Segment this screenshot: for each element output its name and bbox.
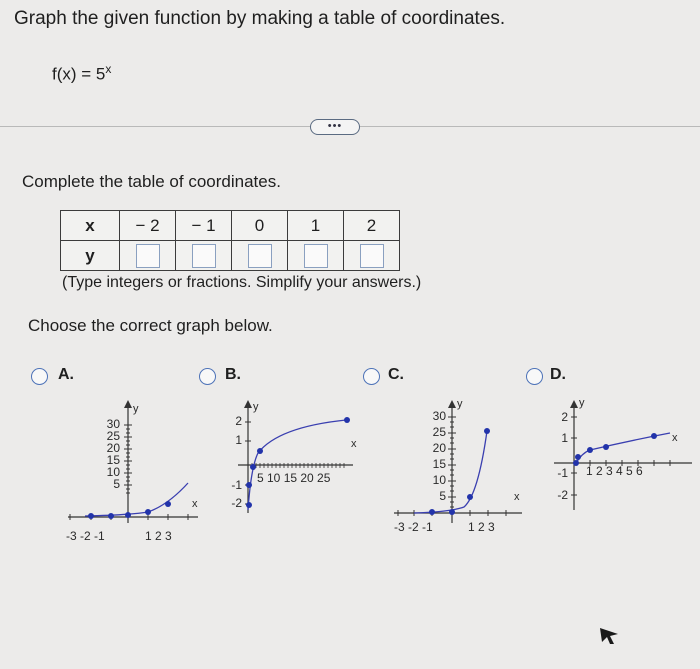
- x-tick-labels: -3 -2 -1: [394, 520, 433, 534]
- y-tick-label: -2: [231, 496, 242, 510]
- y-tick-label: -2: [557, 488, 568, 502]
- y-answer-input[interactable]: [136, 244, 160, 268]
- y-header: y: [61, 241, 120, 271]
- x-tick-labels: 1 2 3: [145, 529, 172, 543]
- y-tick-label: 25: [432, 425, 446, 439]
- option-d-graph[interactable]: [538, 395, 698, 525]
- y-tick-label: -1: [231, 478, 242, 492]
- y-tick-label: 2: [235, 414, 242, 428]
- y-tick-label: 30: [106, 417, 120, 431]
- x-value-cell: − 2: [120, 211, 176, 241]
- x-axis-label: x: [351, 438, 357, 450]
- y-tick-label: 1: [235, 433, 242, 447]
- option-c-radio[interactable]: [363, 368, 380, 385]
- y-tick-label: 5: [113, 477, 120, 491]
- y-tick-label: 1: [561, 431, 568, 445]
- y-tick-label: 15: [106, 453, 120, 467]
- x-row: [61, 211, 400, 241]
- table-instruction: Complete the table of coordinates.: [22, 172, 281, 191]
- function-expression: [52, 62, 111, 85]
- mouse-cursor-icon: [598, 626, 622, 646]
- option-b-label[interactable]: B.: [225, 366, 241, 383]
- option-b-graph[interactable]: [218, 395, 368, 525]
- y-answer-input[interactable]: [192, 244, 216, 268]
- y-row: [61, 241, 400, 271]
- option-d-label[interactable]: D.: [550, 366, 566, 383]
- x-value-cell: 2: [344, 211, 400, 241]
- x-axis-label: x: [672, 432, 678, 444]
- y-tick-label: 30: [432, 409, 446, 423]
- y-axis-label: y: [457, 398, 463, 410]
- function-base: f(x) = 5: [52, 64, 106, 84]
- question-prompt: Graph the given function by making a table of coordinates.: [14, 8, 506, 29]
- x-value-cell: 1: [288, 211, 344, 241]
- x-tick-labels: 1 2 3 4 5 6: [586, 464, 643, 478]
- x-tick-labels: -3 -2 -1: [66, 529, 105, 543]
- y-tick-label: 10: [106, 465, 120, 479]
- y-tick-label: 15: [432, 457, 446, 471]
- y-tick-label: 2: [561, 410, 568, 424]
- y-axis-label: y: [253, 401, 259, 413]
- y-tick-label: 25: [106, 429, 120, 443]
- y-answer-input[interactable]: [304, 244, 328, 268]
- x-axis-label: x: [192, 498, 198, 510]
- y-tick-label: -1: [557, 466, 568, 480]
- option-b-radio[interactable]: [199, 368, 216, 385]
- coordinates-table: [60, 210, 400, 271]
- option-c-label[interactable]: C.: [388, 366, 404, 383]
- option-c-graph[interactable]: [390, 395, 530, 545]
- x-value-cell: 0: [232, 211, 288, 241]
- expand-more-button[interactable]: •••: [310, 119, 360, 135]
- x-tick-labels: 1 2 3: [468, 520, 495, 534]
- y-tick-label: 10: [432, 473, 446, 487]
- y-axis-label: y: [133, 403, 139, 415]
- answer-hint: (Type integers or fractions. Simplify your answers.): [62, 274, 422, 291]
- option-a-radio[interactable]: [31, 368, 48, 385]
- y-tick-label: 5: [439, 489, 446, 503]
- x-axis-label: x: [514, 491, 520, 503]
- x-tick-labels: 5 10 15 20 25: [257, 471, 331, 485]
- y-answer-input[interactable]: [360, 244, 384, 268]
- y-answer-input[interactable]: [248, 244, 272, 268]
- function-exponent: x: [105, 62, 112, 76]
- y-axis-label: y: [579, 397, 585, 409]
- y-tick-label: 20: [106, 441, 120, 455]
- option-a-graph[interactable]: [60, 395, 200, 545]
- x-header: x: [61, 211, 120, 241]
- x-value-cell: − 1: [176, 211, 232, 241]
- graph-instruction: Choose the correct graph below.: [28, 316, 273, 335]
- y-tick-label: 20: [432, 441, 446, 455]
- option-d-radio[interactable]: [526, 368, 543, 385]
- option-a-label[interactable]: A.: [58, 366, 74, 383]
